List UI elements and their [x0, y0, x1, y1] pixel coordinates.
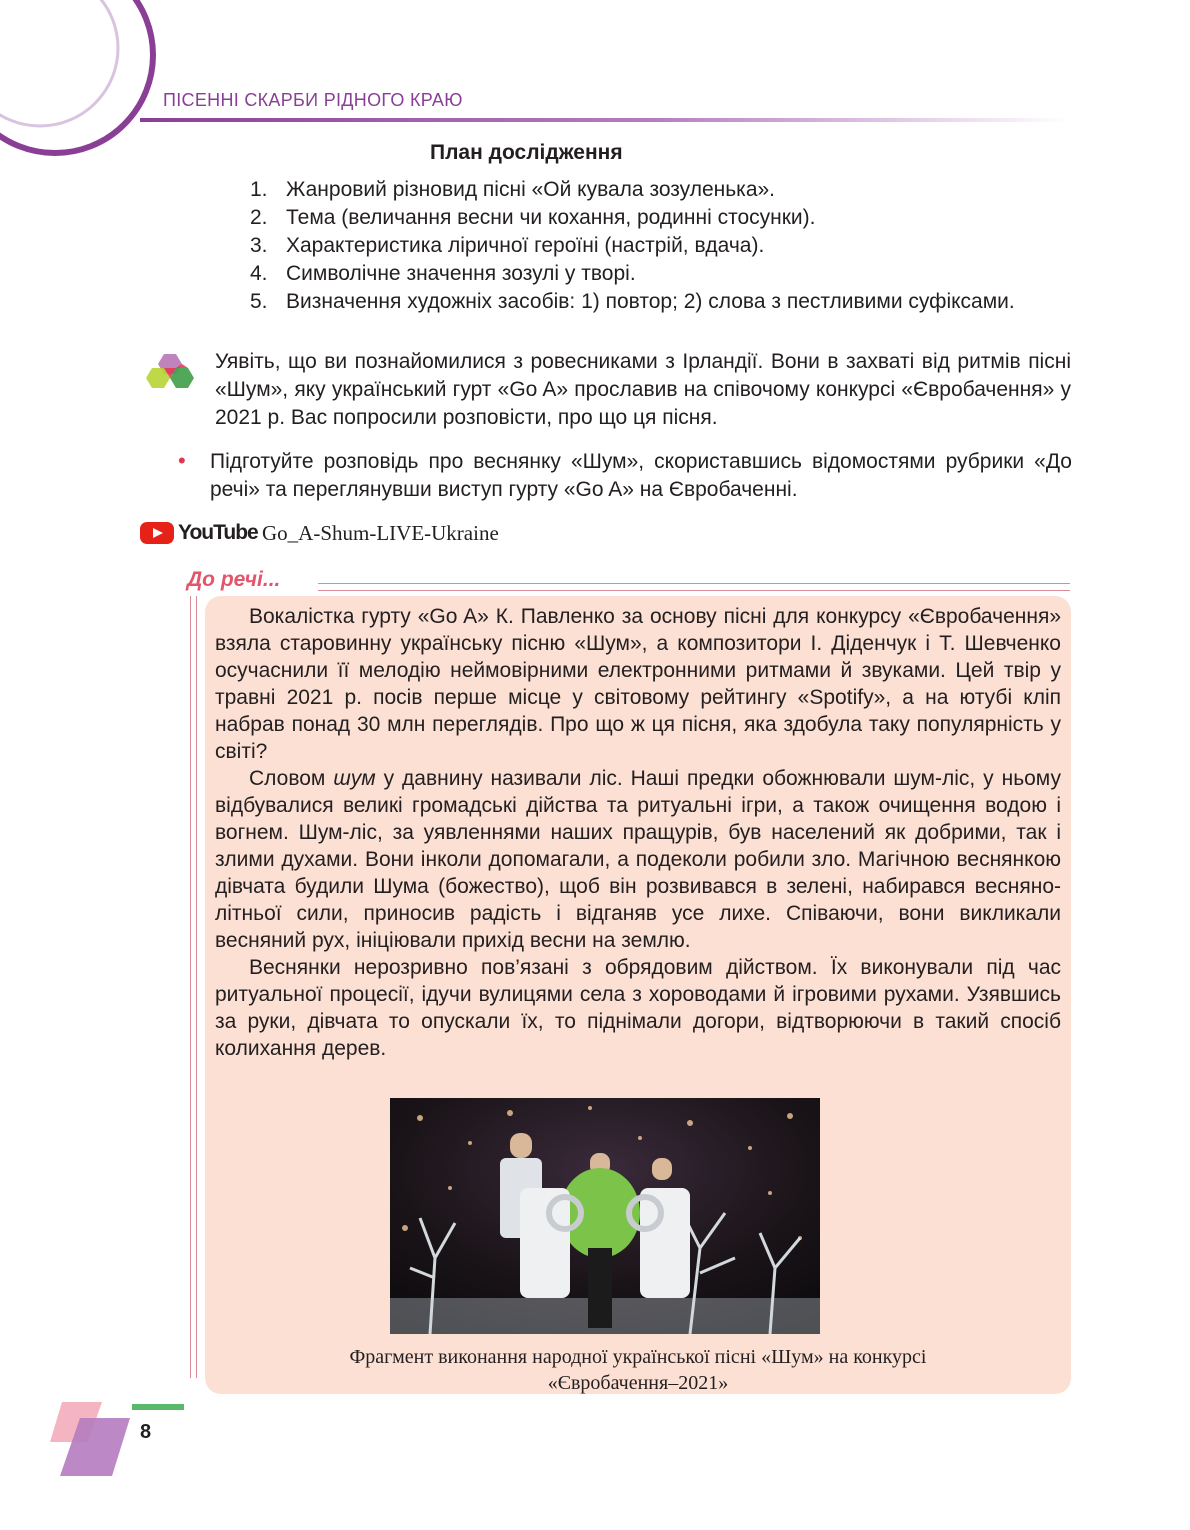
youtube-wordmark: YouTube [178, 521, 258, 544]
dorechi-heading-rule [318, 583, 1070, 591]
plan-item [250, 260, 1070, 288]
plan-item-number: 3. [250, 234, 268, 257]
paragraph-start: Словом [249, 767, 334, 790]
plan-item-number: 5. [250, 290, 268, 313]
plan-list [250, 176, 1070, 316]
paragraph-rest: у давнину називали ліс. Наші предки обожнювали шум-ліс, у ньому відбувалися великі громадські дійства та ритуальні ігри, а також очищення водою і вогнем. Шум-ліс, за уявленнями наших пращурів, був населений як добрими, так і злими духами. Вони інколи допомагали, а подеколи робили зло. Магічною веснянкою дівчата будили Шума (божество), щоб він розвивався в зелені, набирався весняно-літньої сили, приносив радість і відганяв усе лихе. Співаючи, вони викликали весняний рух, ініціювали прихід весни на землю. [215, 767, 1061, 952]
footer-decorative-shapes [50, 1400, 190, 1480]
caption-line: «Євробачення–2021» [547, 1372, 729, 1394]
dorechi-text [215, 603, 1061, 1062]
header-rule [140, 118, 1070, 122]
header-decorative-circles [0, 0, 170, 160]
plan-item [250, 232, 1070, 260]
bullet-dot: • [178, 448, 186, 473]
emphasized-word: шум [333, 767, 376, 790]
plan-item [250, 176, 1070, 204]
plan-item-text: Визначення художніх засобів: 1) повтор; 2) слова з пестливими суфіксами. [286, 290, 1015, 313]
plan-item-number: 4. [250, 262, 268, 285]
plan-item-text: Жанровий різновид пісні «Ой кувала зозуленька». [286, 178, 776, 201]
plan-item-number: 1. [250, 178, 268, 201]
caption-line: Фрагмент виконання народної української пісні «Шум» на конкурсі [349, 1346, 927, 1368]
section-title: ПІСЕННІ СКАРБИ РІДНОГО КРАЮ [163, 90, 463, 110]
photo-caption [215, 1344, 1061, 1396]
task-text: Уявіть, що ви познайомилися з ровесниками з Ірландії. Вони в захваті від ритмів пісні «Шум», яку український гурт «Go A» прославив на співочому конкурсі «Євробачення» у 2021 р. Вас попросили розповісти, про що ця пісня. [215, 350, 1071, 429]
dorechi-paragraph: Вокалістка гурту «Go A» К. Павленко за основу пісні для конкурсу «Євробачення» взяла старовинну українську пісню «Шум», а композитори І. Діденчук і Т. Шевченко осучаснили її мелодію неймовірними електронними ритмами й звуками. Цей твір у травні 2021 р. посів перше місце у світовому рейтингу «Spotify», а на ютубі кліп набрав понад 30 млн переглядів. Про що ж ця пісня, яка здобула таку популярність у світі? [215, 605, 1061, 763]
group-work-hexagons-icon [140, 352, 206, 398]
dorechi-heading: До речі... [187, 568, 281, 591]
plan-item-text: Характеристика ліричної героїні (настрій, вдача). [286, 234, 765, 257]
dorechi-paragraph: Веснянки нерозривно пов’язані з обрядовим дійством. Їх виконували під час ритуальної процесії, ідучи вулицями села з хороводами й ігровими рухами. Узявшись за руки, дівчата то опускали їх, то піднімали догори, відтворюючи в такий спосіб колихання дерев. [215, 956, 1061, 1060]
plan-item [250, 204, 1070, 232]
dorechi-side-rule [190, 596, 197, 1378]
plan-item-text: Символічне значення зозулі у творі. [286, 262, 636, 285]
task-bullet-text: Підготуйте розповідь про веснянку «Шум», скориставшись відомостями рубрики «До речі» та переглянувши виступ гурту «Go A» на Євробаченні. [210, 450, 1072, 501]
dorechi-paragraph [215, 765, 1061, 954]
youtube-video-title[interactable]: Go_A-Shum-LIVE-Ukraine [262, 521, 499, 545]
plan-title: План дослідження [430, 141, 623, 164]
plan-item [250, 288, 1070, 316]
plan-item-text: Тема (величання весни чи кохання, родинні стосунки). [286, 206, 816, 229]
youtube-logo [140, 518, 258, 548]
eurovision-performance-photo [390, 1098, 820, 1334]
youtube-play-icon [140, 522, 174, 544]
page-number: 8 [140, 1421, 152, 1443]
plan-item-number: 2. [250, 206, 268, 229]
